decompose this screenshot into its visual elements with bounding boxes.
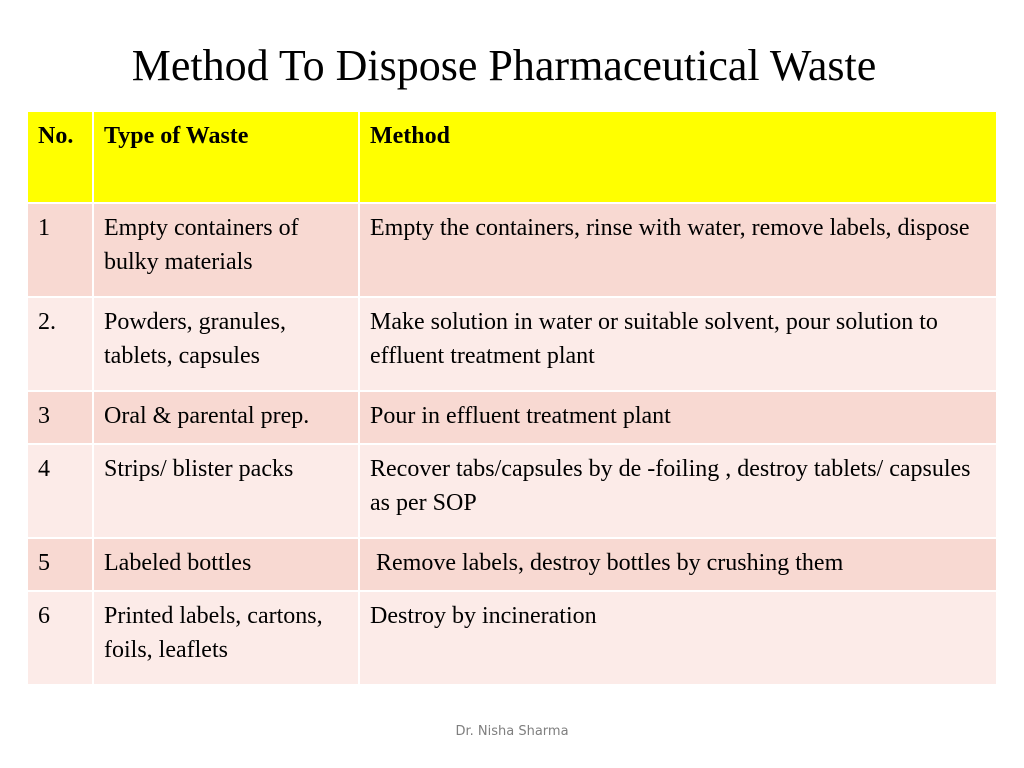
table-header-row <box>27 111 997 203</box>
cell-type: Printed labels, cartons, foils, leaflets <box>93 591 359 685</box>
table-row <box>27 391 997 444</box>
cell-no: 6 <box>27 591 93 685</box>
table-row <box>27 444 997 538</box>
table-row <box>27 203 997 297</box>
page-title: Method To Dispose Pharmaceutical Waste <box>131 41 877 90</box>
cell-method: Make solution in water or suitable solvent, pour solution to effluent treatment plant <box>359 297 997 391</box>
cell-method: Recover tabs/capsules by de -foiling , destroy tablets/ capsules as per SOP <box>359 444 997 538</box>
waste-disposal-table <box>26 110 998 686</box>
cell-type: Empty containers of bulky materials <box>93 203 359 297</box>
cell-no: 3 <box>27 391 93 444</box>
cell-no: 4 <box>27 444 93 538</box>
cell-method: Remove labels, destroy bottles by crushing them <box>359 538 997 591</box>
cell-method: Empty the containers, rinse with water, remove labels, dispose <box>359 203 997 297</box>
cell-type: Oral & parental prep. <box>93 391 359 444</box>
header-no: No. <box>27 111 93 203</box>
cell-method: Destroy by incineration <box>359 591 997 685</box>
table-row <box>27 591 997 685</box>
table-row <box>27 538 997 591</box>
cell-no: 2. <box>27 297 93 391</box>
cell-type: Powders, granules, tablets, capsules <box>93 297 359 391</box>
cell-type: Strips/ blister packs <box>93 444 359 538</box>
cell-method: Pour in effluent treatment plant <box>359 391 997 444</box>
cell-type: Labeled bottles <box>93 538 359 591</box>
header-method: Method <box>359 111 997 203</box>
table-row <box>27 297 997 391</box>
footer-author: Dr. Nisha Sharma <box>455 724 569 739</box>
cell-no: 1 <box>27 203 93 297</box>
header-type-of-waste: Type of Waste <box>93 111 359 203</box>
cell-no: 5 <box>27 538 93 591</box>
